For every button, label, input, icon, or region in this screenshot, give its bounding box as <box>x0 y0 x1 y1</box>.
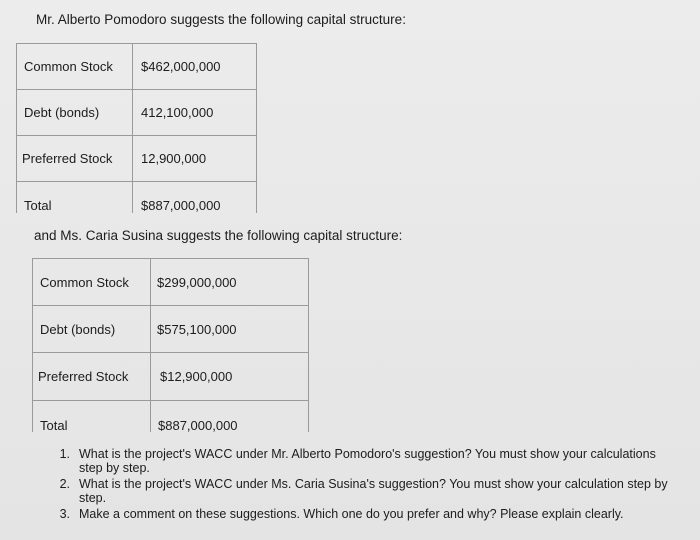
question-text: What is the project's WACC under Mr. Alberto Pomodoro's suggestion? You must show your calculations step by step. <box>79 447 656 475</box>
table-row-value: $12,900,000 <box>160 369 233 384</box>
table-row-value: $462,000,000 <box>141 59 221 74</box>
intro-pomodoro: Mr. Alberto Pomodoro suggests the following capital structure: <box>36 12 406 27</box>
question-list <box>52 447 670 523</box>
total-label: Total <box>24 197 52 213</box>
table-row-value: $575,100,000 <box>157 321 237 337</box>
table-row-label: Debt (bonds) <box>24 105 100 120</box>
table-row-value: 12,900,000 <box>141 151 207 166</box>
intro-susina: and Ms. Caria Susina suggests the following capital structure: <box>34 228 403 243</box>
table-row-label: Preferred Stock <box>38 369 129 384</box>
total-value: $887,000,000 <box>141 197 221 213</box>
total-label: Total <box>40 417 68 433</box>
question-text: Make a comment on these suggestions. Which one do you prefer and why? Please explain clearly. <box>79 507 624 521</box>
list-item <box>52 447 670 475</box>
table-row-label: Preferred Stock <box>22 151 113 166</box>
question-number: 1. <box>59 447 70 461</box>
question-number: 2. <box>59 477 70 491</box>
table-row-value: 412,100,000 <box>141 105 214 120</box>
question-number: 3. <box>59 507 70 521</box>
table-row-label: Common Stock <box>24 59 113 74</box>
table-row-label: Debt (bonds) <box>40 321 116 337</box>
total-value: $887,000,000 <box>158 417 238 433</box>
table-row-label: Common Stock <box>40 274 129 290</box>
list-item <box>52 507 670 521</box>
question-text: What is the project's WACC under Ms. Caria Susina's suggestion? You must show your calculation step by step. <box>79 477 668 505</box>
table-row-value: $299,000,000 <box>157 274 237 290</box>
list-item <box>52 477 670 505</box>
